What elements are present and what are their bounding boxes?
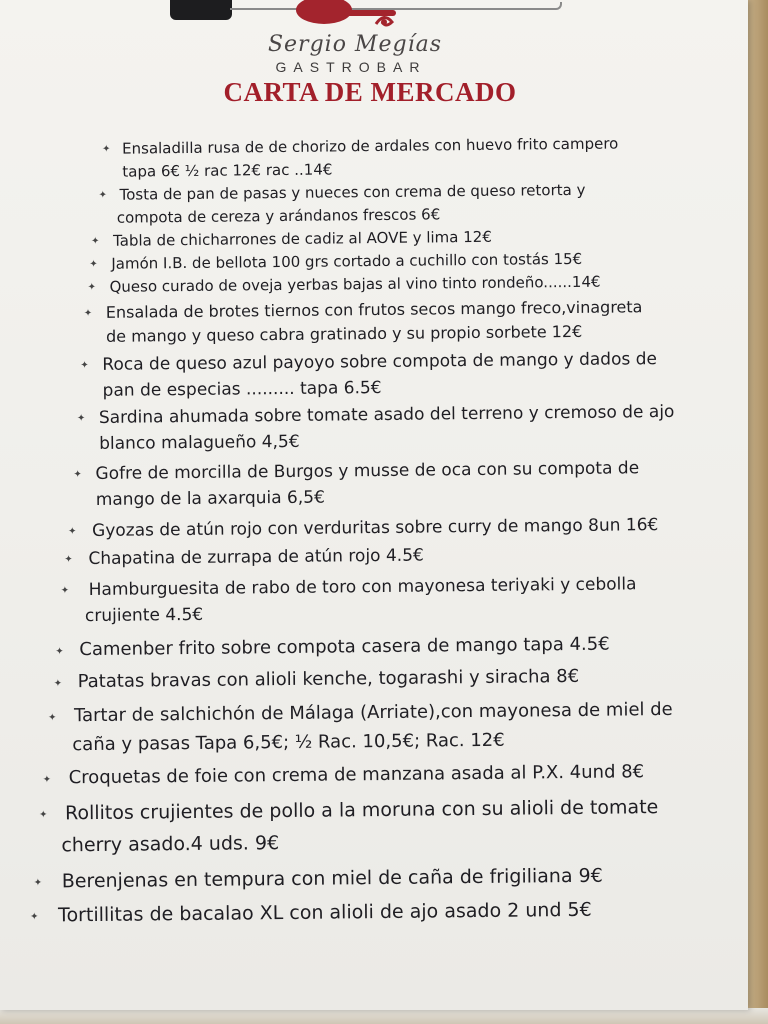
menu-item-line: blanco malagueño 4,5€ (99, 431, 300, 454)
menu-item-line: mango de la axarquia 6,5€ (95, 487, 325, 510)
menu-item (64, 543, 424, 573)
bullet-icon: ✦ (91, 235, 100, 248)
menu-item (33, 860, 603, 898)
bullet-icon: ✦ (73, 469, 82, 481)
menu-item-line: Gofre de morcilla de Burgos y musse de oca con su compota de (95, 458, 640, 484)
menu-item-line: Ensalada de brotes tiernos con frutos secos mango freco,vinagreta (105, 297, 643, 322)
menu-item-line: caña y pasas Tapa 6,5€; ½ Rac. 10,5€; Rac. 12€ (72, 729, 505, 756)
menu-item-line: Queso curado de oveja yerbas bajas al vino tinto rondeño......14€ (109, 272, 601, 296)
menu-item (42, 757, 645, 792)
table-edge-bottom (0, 1008, 768, 1024)
menu-item-line: Chapatina de zurrapa de atún rojo 4.5€ (88, 545, 424, 570)
menu-item-line: Sardina ahumada sobre tomate asado del terreno y cremoso de ajo (98, 401, 675, 428)
menu-item-line: Ensaladilla rusa de de chorizo de ardales con huevo frito campero (122, 134, 619, 158)
menu-item-line: Rollitos crujientes de pollo a la moruna con su alioli de tomate (64, 796, 659, 825)
menu-item-line: Tosta de pan de pasas y nueces con crema de queso retorta y (119, 180, 586, 204)
menu-item-line: Tortillitas de bacalao XL con alioli de ajo asado 2 und 5€ (58, 898, 592, 927)
page-title: CARTA DE MERCADO (223, 77, 517, 107)
menu-item (87, 271, 601, 299)
bullet-icon: ✦ (30, 911, 39, 923)
menu-item-line: compota de cereza y arándanos frescos 6€ (116, 205, 441, 227)
menu-item (102, 132, 619, 183)
bullet-icon: ✦ (47, 712, 57, 724)
menu-item (83, 295, 643, 349)
menu-item-line: crujiente 4.5€ (84, 604, 204, 627)
menu-item-line: cherry asado.4 uds. 9€ (61, 832, 280, 857)
bullet-icon: ✦ (68, 526, 77, 538)
menu-item (47, 695, 673, 759)
bullet-icon: ✦ (102, 143, 111, 155)
bullet-icon: ✦ (98, 189, 108, 201)
bullet-icon: ✦ (42, 774, 52, 786)
menu-item-line: de mango y queso cabra gratinado y su propio sorbete 12€ (105, 321, 583, 346)
menu-item (30, 894, 592, 932)
menu-item-line: Patatas bravas con alioli kenche, togarashi y siracha 8€ (77, 665, 580, 693)
menu-item-line: Tartar de salchichón de Málaga (Arriate),con mayonesa de miel de (73, 698, 673, 727)
bullet-icon: ✦ (89, 258, 98, 271)
menu-item (76, 399, 675, 457)
menu-item-line: Tabla de chicharrones de cadiz al AOVE y lima 12€ (112, 227, 492, 250)
brand-subtitle: GASTROBAR (275, 59, 427, 75)
menu-item (60, 571, 637, 629)
menu-item (68, 512, 659, 544)
menu-item-line: pan de especias ......... tapa 6.5€ (102, 377, 382, 401)
menu-item-line: Hamburguesita de rabo de toro con mayonesa teriyaki y cebolla (88, 574, 637, 601)
bullet-icon: ✦ (76, 413, 86, 425)
menu-item (39, 791, 659, 861)
menu-item-line: tapa 6€ ½ rac 12€ rac ..14€ (122, 160, 333, 181)
bullet-icon: ✦ (80, 360, 89, 372)
menu-item (53, 662, 580, 696)
bullet-icon: ✦ (53, 678, 63, 690)
menu-item (98, 179, 586, 230)
bullet-icon: ✦ (33, 877, 43, 889)
menu-item (55, 630, 610, 665)
menu-item-line: Croquetas de foie con crema de manzana asada al P.X. 4und 8€ (68, 761, 645, 789)
menu-item-line: Gyozas de atún rojo con verduritas sobre curry de mango 8un 16€ (91, 515, 659, 542)
bullet-icon: ✦ (64, 554, 73, 566)
bullet-icon: ✦ (55, 646, 64, 658)
menu-item-line: Berenjenas en tempura con miel de caña de frigiliana 9€ (61, 864, 603, 893)
menu-item-line: Roca de queso azul payoyo sobre compota de mango y dados de (102, 349, 658, 375)
menu-item-line: Camenber frito sobre compota casera de mango tapa 4.5€ (79, 633, 610, 661)
menu-item (73, 455, 640, 513)
bullet-icon: ✦ (87, 281, 96, 294)
menu-item-line: Jamón I.B. de bellota 100 grs cortado a cuchillo con tostás 15€ (111, 249, 583, 273)
bullet-icon: ✦ (83, 308, 93, 320)
bullet-icon: ✦ (39, 809, 48, 821)
brand-name: Sergio Megías (267, 32, 443, 57)
bullet-icon: ✦ (60, 585, 70, 597)
menu-item (80, 346, 658, 404)
